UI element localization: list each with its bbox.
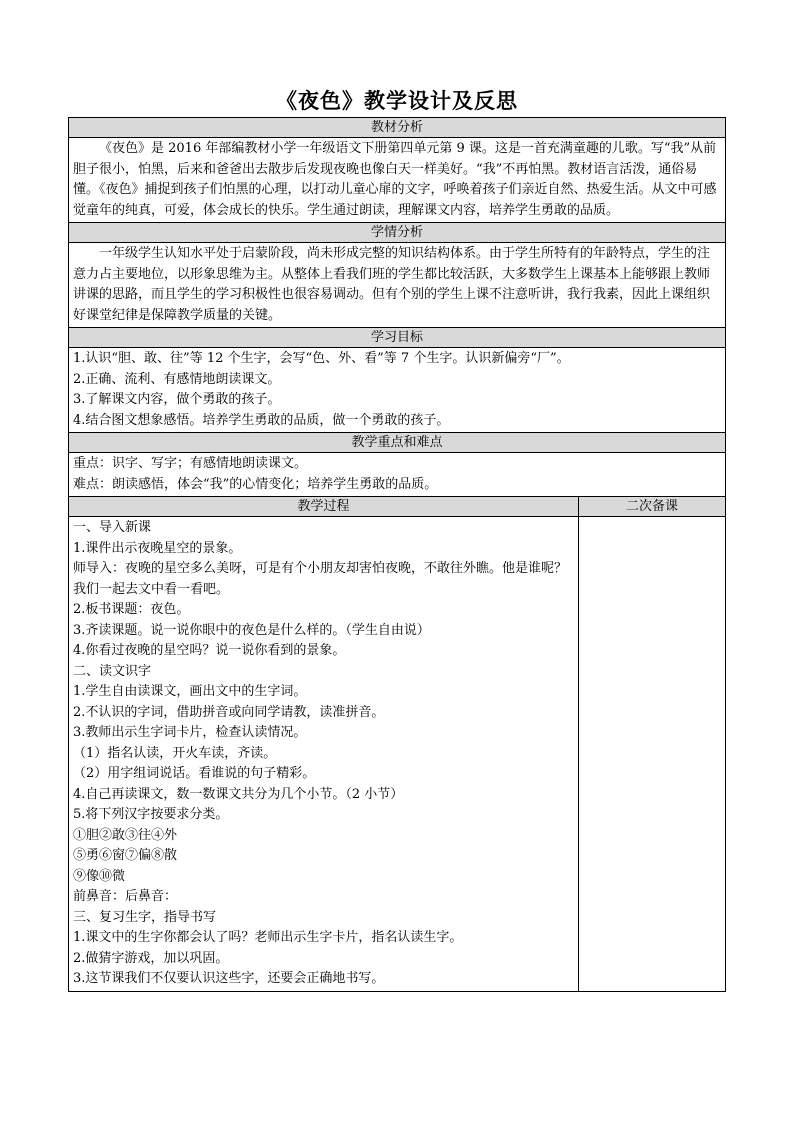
process-line: 2.不认识的字词，借助拼音或向同学请教，读准拼音。 [73,704,385,720]
learning-goals-row [69,348,726,433]
process-line: 3.齐读课题。说一说你眼中的夜色是什么样的。（学生自由说） [73,622,430,638]
process-line: 二、读文识字 [73,663,152,679]
process-line: 3.这节课我们不仅要认识这些字，还要会正确地书写。 [73,971,385,986]
goal-item: 2.正确、流利、有感情地朗读课文。 [73,371,281,387]
process-line: 2.做猜字游戏，加以巩固。 [73,950,229,966]
lesson-plan-table [68,117,726,992]
student-analysis-row [69,243,726,328]
process-line: 1.课件出示夜晚星空的景象。 [73,540,242,556]
process-line: ⑤勇⑥窗⑦偏⑧散 [73,848,178,863]
key-points-heading: 教学重点和难点 [69,433,726,453]
textbook-analysis-heading: 教材分析 [69,118,726,138]
teaching-process-heading: 教学过程 [69,497,579,517]
key-points-row [69,453,726,497]
process-line: 三、复习生字，指导书写 [73,909,217,925]
process-line: 2.板书课题：夜色。 [73,602,190,617]
student-analysis-heading: 学情分析 [69,223,726,243]
process-line: 前鼻音：后鼻音： [73,889,178,904]
teaching-process-cell [69,517,579,992]
key-point-item: 重点：识字、写字；有感情地朗读课文。 [73,456,308,471]
process-line: 4.自己再读课文，数一数课文共分为几个小节。（2 小节） [73,786,404,802]
student-analysis-text: 一年级学生认知水平处于启蒙阶段，尚未形成完整的知识结构体系。由于学生所特有的年龄特点，学生的注意力占主要地位，以形象思维为主。从整体上看我们班的学生都比较活跃，大多数学生上课基本上能够跟上教师讲课的思路，而且学生的学习积极性也很容易调动。但有个别的学生上课不注意听讲，我行我素，因此上课组织好课堂纪律是保障教学质量的关键。 [73,246,711,323]
goal-item: 1.认识“胆、敢、往”等 12 个生字，会写“色、外、看”等 7 个生字。认识新偏旁“厂”。 [73,351,570,366]
process-line: （2）用字组词说话。看谁说的句子精彩。 [73,766,316,781]
goal-item: 4.结合图文想象感悟。培养学生勇敢的品质，做一个勇敢的孩子。 [73,412,450,428]
document-title: 《夜色》教学设计及反思 [276,88,518,113]
process-line: ①胆②敢③往④外 [73,827,178,843]
process-line: 1.学生自由读课文，画出文中的生字词。 [73,684,307,699]
textbook-analysis-row [69,138,726,223]
key-points-header-row [69,433,726,453]
second-prep-cell [579,517,726,992]
textbook-analysis-text: 《夜色》是 2016 年部编教材小学一年级语文下册第四单元第 9 课。这是一首充满童趣的儿歌。写“我”从前胆子很小，怕黑，后来和爸爸出去散步后发现夜晚也像白天一样美好。“我”不再怕黑。教材语言活泼，通俗易懂。《夜色》捕捉到孩子们怕黑的心理，以打动儿童心扉的文字，呼唤着孩子们亲近自然、热爱生活。从文中可感觉童年的纯真，可爱，体会成长的快乐。学生通过朗读，理解课文内容，培养学生勇敢的品质。 [73,141,717,218]
process-header-row [69,497,726,517]
process-line: 5.将下列汉字按要求分类。 [73,807,229,822]
process-line: 3.教师出示生字词卡片，检查认读情况。 [73,725,307,740]
learning-goals-heading: 学习目标 [69,328,726,348]
learning-goals-header-row [69,328,726,348]
process-line: 一、导入新课 [73,520,152,535]
process-line: 4.你看过夜晚的星空吗？说一说你看到的景象。 [73,643,346,658]
second-prep-heading: 二次备课 [579,497,726,517]
process-line: 1.课文中的生字你都会认了吗？老师出示生字卡片，指名认读生字。 [73,930,463,945]
student-analysis-header-row [69,223,726,243]
goal-item: 3.了解课文内容，做个勇敢的孩子。 [73,392,281,407]
textbook-analysis-header-row [69,118,726,138]
difficult-point-item: 难点：朗读感悟，体会“我”的心情变化；培养学生勇敢的品质。 [73,476,438,492]
process-line: （1）指名认读，开火车读，齐读。 [73,745,277,761]
process-line: ⑨像⑩微 [73,868,126,884]
process-row [69,517,726,992]
process-line: 师导入：夜晚的星空多么美呀，可是有个小朋友却害怕夜晚，不敢往外瞧。他是谁呢？我们一起去文中看一看吧。 [73,561,568,597]
